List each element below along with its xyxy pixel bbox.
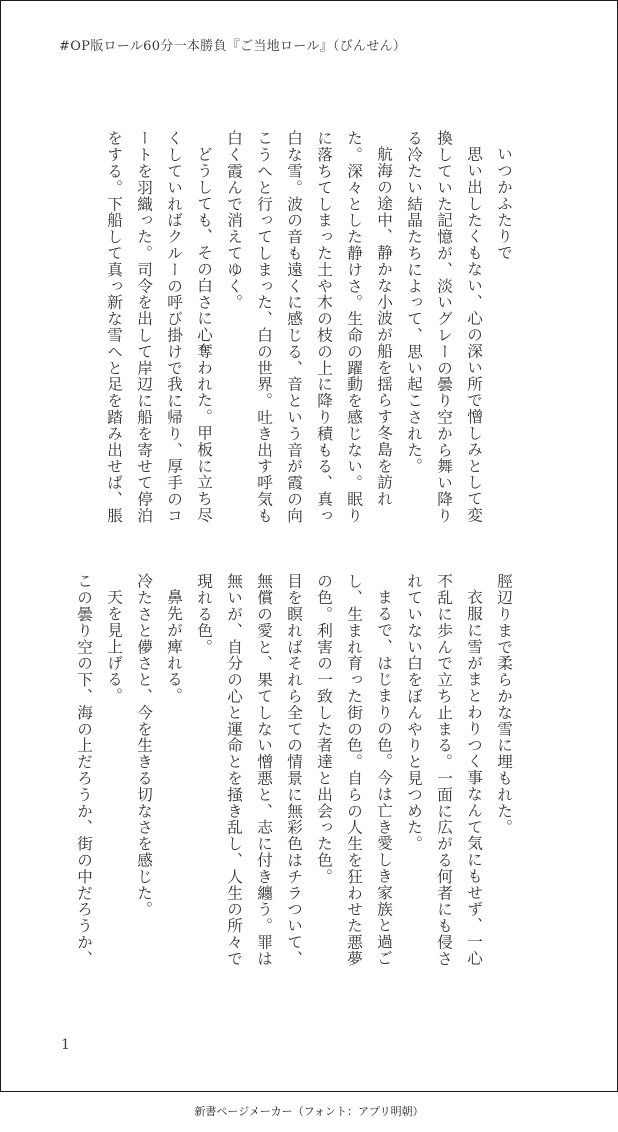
footer-caption: 新書ページメーカー（フォント：アプリ明朝） bbox=[194, 1105, 424, 1118]
paragraph: 衣服に雪がまとわりつく事なんて気にもせず、一心不乱に歩んで立ち止まる。一面に広がる何者にも侵されていない白をぼんやりと見つめた。 bbox=[405, 573, 483, 967]
paragraph: 天を見上げる。 bbox=[105, 588, 123, 704]
page-number: 1 bbox=[61, 1037, 70, 1053]
paragraph: 鼻先が痺れる。 bbox=[165, 588, 183, 704]
paragraph-continuation: 脛辺りまで柔らかな雪に埋もれた。 bbox=[495, 573, 513, 836]
story-title: いつかふたりで bbox=[495, 145, 513, 261]
page-header-title: #OP版ロール60分一本勝負『ご当地ロール』（びんせん） bbox=[59, 39, 407, 54]
paragraph: 思い出したくもない、心の深い所で憎しみとして変換していた記憶が、淡いグレーの曇り空から舞い降りる冷たい結晶たちによって、思い起こされた。 bbox=[405, 130, 483, 524]
paragraph: 目を瞑ればそれら全ての情景に無彩色はチラついて、無償の愛と、果てしない憎悪と、志に付き纏う。罪は無いが、自分の心と運命とを掻き乱し、人生の所々で現れる色。 bbox=[195, 573, 303, 967]
paragraph: この曇り空の下、海の上だろうか、街の中だろうか、 bbox=[75, 573, 93, 967]
paragraph: どうしても、その白さに心奪われた。甲板に立ち尽くしていればクルーの呼び掛けで我に帰り、厚手のコートを羽織った。司令を出して岸辺に船を寄せて停泊をする。下船して真っ新な雪へと足を踏み出せば、脹 bbox=[105, 130, 213, 524]
paragraph: まるで、はじまりの色。今は亡き愛しき家族と過ごし、生まれ育った街の色。自らの人生を狂わせた悪夢の色。利害の一致した者達と出会った色。 bbox=[315, 573, 393, 967]
paragraph: 航海の途中、静かな小波が船を揺らす冬島を訪れた。深々とした静けさ。生命の躍動を感じない。眠りに落ちてしまった土や木の枝の上に降り積もる、真っ白な雪。波の音も遠くに感じる、音という音が霞の向こうへと行ってしまった、白の世界。吐き出す呼気も白く霞んで消えてゆく。 bbox=[225, 130, 393, 524]
lower-text-block bbox=[59, 573, 519, 973]
upper-text-block bbox=[59, 130, 519, 530]
paragraph: 冷たさと儚さと、今を生きる切なさを感じた。 bbox=[135, 573, 153, 918]
